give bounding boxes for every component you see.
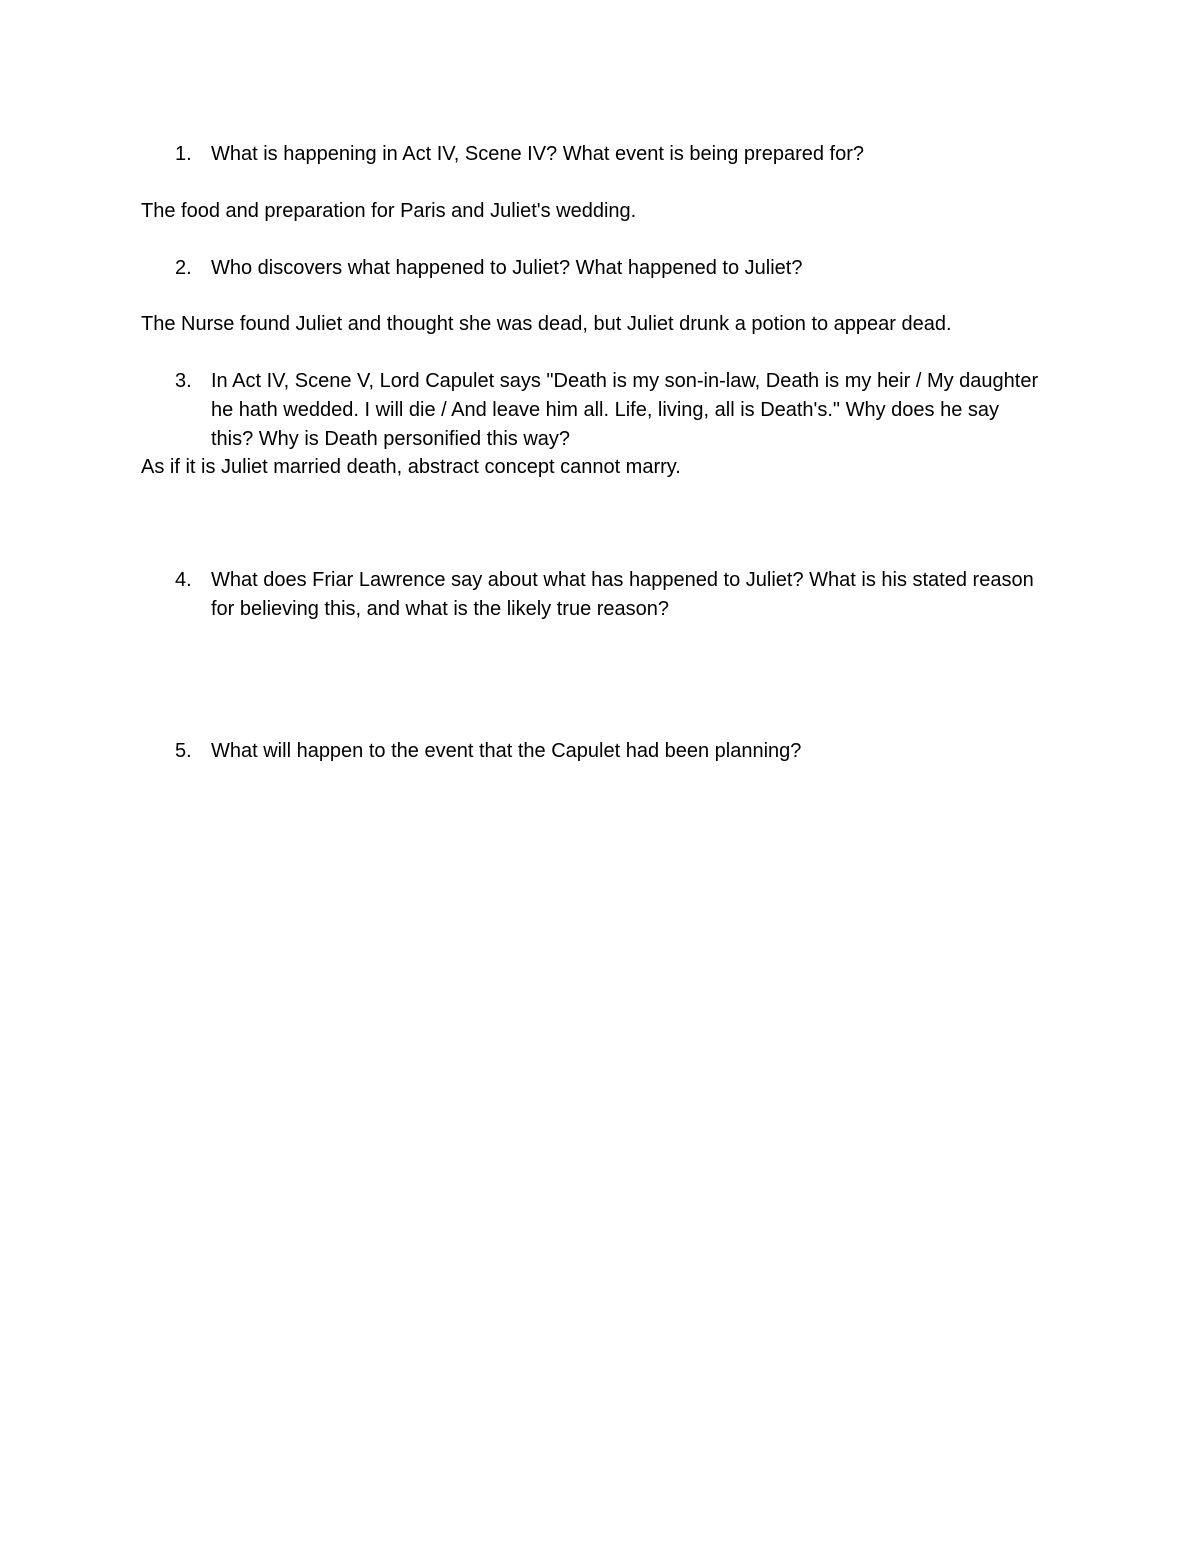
question-3: [175, 367, 1045, 454]
question-1: [175, 140, 1045, 169]
question-4: [175, 566, 1045, 624]
question-number: 1.: [175, 143, 192, 165]
question-text: What does Friar Lawrence say about what has happened to Juliet? What is his stated reason for believing this, and what is the likely true reason?: [211, 569, 1034, 620]
question-5: [175, 737, 1045, 766]
question-2: [175, 254, 1045, 283]
question-text: What will happen to the event that the Capulet had been planning?: [211, 740, 802, 762]
question-number: 3.: [175, 370, 192, 392]
answer-2: The Nurse found Juliet and thought she was dead, but Juliet drunk a potion to appear dead.: [141, 313, 952, 335]
question-number: 2.: [175, 257, 192, 279]
question-text: Who discovers what happened to Juliet? What happened to Juliet?: [211, 257, 803, 279]
question-text: In Act IV, Scene V, Lord Capulet says "Death is my son-in-law, Death is my heir / My daughter he hath wedded. I will die / And leave him all. Life, living, all is Death's." Why does he say this? Why is Death personified this way?: [211, 370, 1039, 450]
question-number: 4.: [175, 569, 192, 591]
question-text: What is happening in Act IV, Scene IV? What event is being prepared for?: [211, 143, 864, 165]
answer-1: The food and preparation for Paris and Juliet's wedding.: [141, 200, 637, 222]
question-number: 5.: [175, 740, 192, 762]
answer-3: As if it is Juliet married death, abstract concept cannot marry.: [141, 456, 681, 478]
